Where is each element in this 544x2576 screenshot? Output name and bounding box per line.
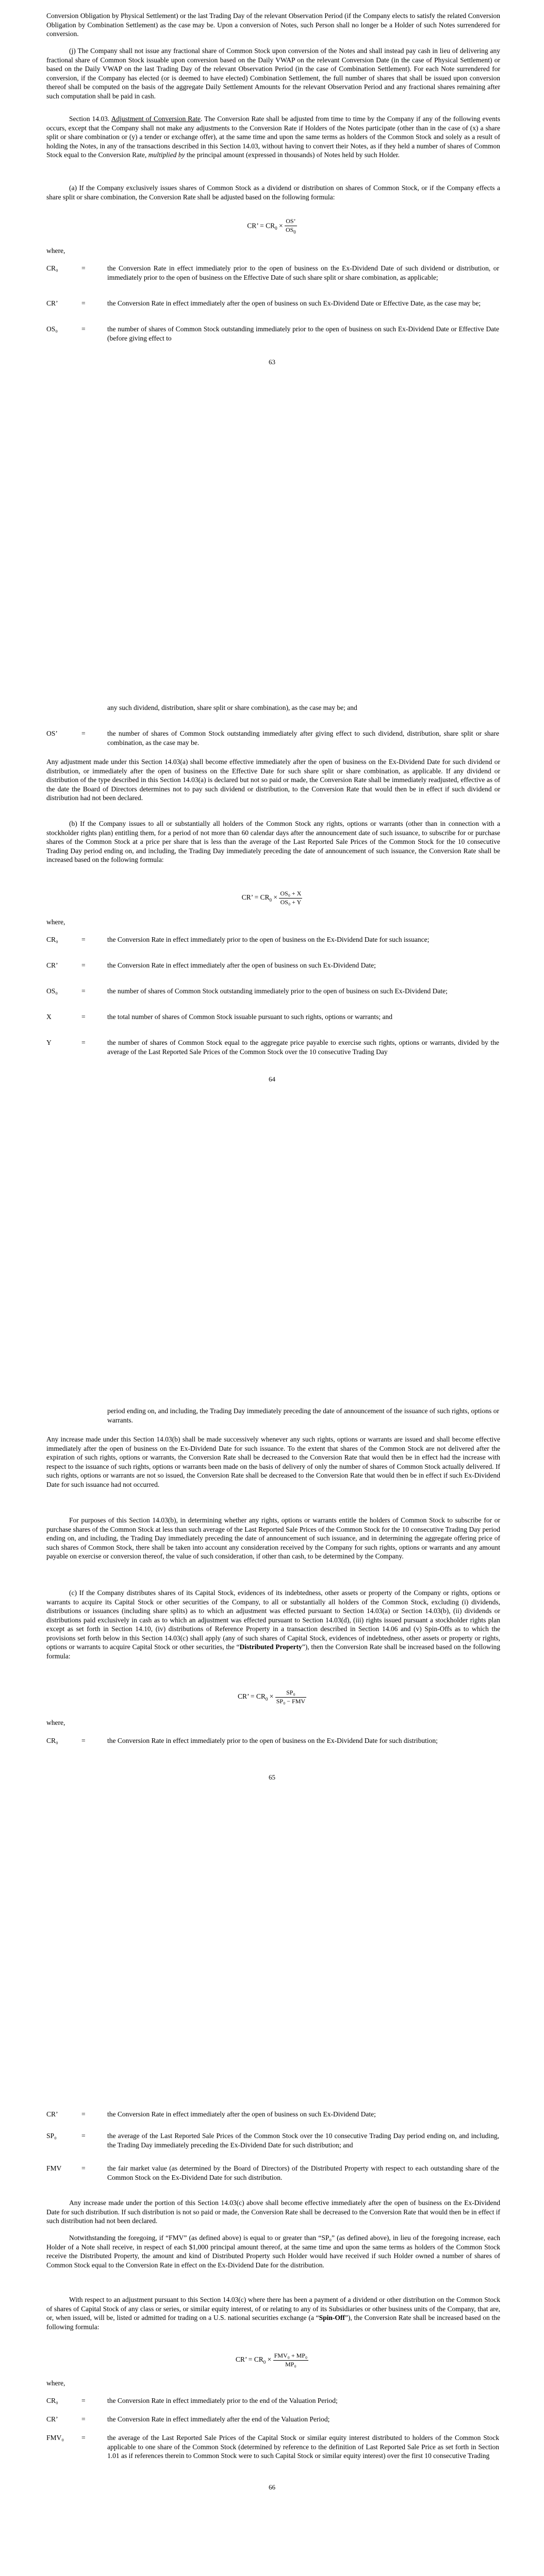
definition-symbol: CR₀ <box>46 936 58 943</box>
definition-equals: = <box>81 1013 86 1021</box>
paragraph-b: (b) If the Company issues to all or substantially all holders of the Common Stock any rights, options or warrants (other than in connection with a stockholder rights plan) entitling them, for a period of not more than 60 calendar days after the announcement date of such issuance, to subscribe for or purchase shares of the Common Stock at a price per share that is less than the average of the Last Reported Sale Prices of the Common Stock for the 10 consecutive Trading Day period ending on, and including, the Trading Day immediately preceding the date of announcement of such issuance, the Conversion Rate shall be increased based on the following formula: <box>46 820 500 864</box>
paragraph-j-fractional-shares: (j) The Company shall not issue any fractional share of Common Stock upon conversion of the Notes and shall instead pay cash in lieu of delivering any fractional share of Common Stock issuable upon conversion based on the Daily VWAP on the relevant Conversion Date (in the case of Physical Settlement) or based on the Daily VWAP on the last Trading Day of the relevant Observation Period (in the case of Combination Settlement). For each Note surrendered for conversion, if the Company has elected (or is deemed to have elected) Combination Settlement, the full number of shares that shall be issued upon conversion thereof shall be computed on the basis of the aggregate Daily Settlement Amounts for the relevant Observation Period and any fractional shares remaining after such computation shall be paid in cash. <box>46 47 500 100</box>
definition-symbol: X <box>46 1013 52 1021</box>
page-number: 64 <box>269 1075 275 1083</box>
definition-text: the Conversion Rate in effect immediately after the open of business on such Ex-Dividend Date; <box>107 2110 376 2118</box>
page-number: 66 <box>269 2483 275 2491</box>
definition-equals: = <box>81 299 86 307</box>
definition-text: the number of shares of Common Stock equal to the aggregate price payable to exercise such rights, options or warrants, divided by the average of the Last Reported Sale Prices of the Common Stock over the 10 consecutive Trading Day <box>107 1039 499 1056</box>
paragraph-increase-effective: Any increase made under the portion of this Section 14.03(c) above shall become effective immediately after the open of business on the Ex-Dividend Date for such distribution. If such distribution is not so paid or made, the Conversion Rate shall be decreased to the Conversion Rate that would then be in effect if such distribution had not been declared. <box>46 2199 500 2225</box>
page-number: 65 <box>269 1773 275 1781</box>
where-label: where, <box>46 918 65 926</box>
spin-off-term: Spin-Off <box>319 2314 345 2322</box>
definition-text: the average of the Last Reported Sale Prices of the Capital Stock or similar equity interest distributed to holders of the Common Stock applicable to one share of the Common Stock (determined by reference to the definition of Last Reported Sale Price as set forth in Section 1.01 as if references therein to Common Stock were to such Capital Stock or similar equity interest) over the first 10 consecutive Trading <box>107 2434 499 2460</box>
formula-lhs: CR’ = CR <box>235 2355 263 2364</box>
definition-symbol: OS₀ <box>46 325 58 333</box>
definition-symbol: CR₀ <box>46 264 58 272</box>
definition-equals: = <box>81 987 86 995</box>
formula-sub: 0 <box>265 1696 268 1702</box>
formula-fraction <box>275 1689 306 1705</box>
formula-numerator: OS’ <box>285 217 297 226</box>
definition-equals: = <box>81 2434 86 2442</box>
paragraph-purposes: For purposes of this Section 14.03(b), in determining whether any rights, options or warrants entitle the holders of Common Stock to subscribe for or purchase shares of the Common Stock at less than such average of the Last Reported Sale Prices of the Common Stock for the 10 consecutive Trading Day period ending on, and including, the Trading Day immediately preceding the date of announcement of such issuance, and in determining the aggregate offering price of such shares of Common Stock, there shall be taken into account any consideration received by the Company for such rights, options or warrants and any amount payable on exercise or conversion thereof, the value of such consideration, if other than cash, to be determined by the Company. <box>46 1516 500 1561</box>
definition-text: the Conversion Rate in effect immediately prior to the open of business on the Ex-Dividend Date for such issuance; <box>107 936 430 943</box>
definition-text: the number of shares of Common Stock outstanding immediately after giving effect to such dividend, distribution, share split or share combination, as the case may be. <box>107 730 499 747</box>
page-63 <box>0 0 544 703</box>
definition-text: the average of the Last Reported Sale Prices of the Common Stock over the 10 consecutive Trading Day period ending on, and including, the Trading Day immediately preceding the Ex-Dividend Date for such distribution; and <box>107 2132 499 2149</box>
section-14-03-heading <box>46 114 500 160</box>
section-body-end: the principal amount (expressed in thousands) of Notes held by such Holder. <box>185 151 400 159</box>
definition-text: the Conversion Rate in effect immediately prior to the end of the Valuation Period; <box>107 2397 338 2404</box>
formula-fraction <box>273 2352 309 2368</box>
definition-symbol: FMV <box>46 2164 62 2172</box>
definition-text: the number of shares of Common Stock outstanding immediately prior to the open of business on such Ex-Dividend Date; <box>107 987 448 995</box>
definition-text: period ending on, and including, the Trading Day immediately preceding the date of announcement of the issuance of such rights, options or warrants. <box>107 1407 499 1424</box>
formula-lhs: CR’ = CR <box>241 893 270 902</box>
definition-text: any such dividend, distribution, share split or share combination), as the case may be; and <box>107 704 357 711</box>
definition-text: the number of shares of Common Stock outstanding immediately prior to the open of business on such Ex-Dividend Date or Effective Date (before giving effect to <box>107 325 499 342</box>
where-label: where, <box>46 247 65 255</box>
formula-a: CR’ = $CR_0$ × $\frac{OS’}{OS_0}$ <box>247 217 296 234</box>
paragraph-notwithstanding: Notwithstanding the foregoing, if “FMV” (as defined above) is equal to or greater than “SP₀” (as defined above), in lieu of the foregoing increase, each Holder of a Note shall receive, in respect of each $1,000 principal amount thereof, at the same time and upon the same terms as holders of the Common Stock receive the Distributed Property, the amount and kind of Distributed Property such Holder would have received if such Holder owned a number of shares of Common Stock equal to the Conversion Rate in effect on the Ex-Dividend Date for the distribution. <box>46 2234 500 2269</box>
definition-text: the fair market value (as determined by the Board of Directors) of the Distributed Property with respect to each outstanding share of the Common Stock on the Ex-Dividend Date for such distribution. <box>107 2164 499 2181</box>
formula-numerator: FMV₀ + MP₀ <box>273 2352 309 2361</box>
paragraph-c-end: ”), then the Conversion Rate shall be increased based on the following formula: <box>46 1643 500 1660</box>
definition-equals: = <box>81 2415 86 2423</box>
section-title: Adjustment of Conversion Rate <box>111 115 201 123</box>
section-number: Section 14.03. <box>69 115 111 123</box>
definition-equals: = <box>81 2397 86 2404</box>
definition-symbol: OS₀ <box>46 987 58 995</box>
formula-fraction <box>285 217 297 235</box>
definition-text: the Conversion Rate in effect immediately after the end of the Valuation Period; <box>107 2415 330 2423</box>
formula-numerator: SP₀ <box>275 1689 306 1698</box>
definition-symbol: CR’ <box>46 961 58 969</box>
definition-symbol: Y <box>46 1039 52 1046</box>
formula-denominator: SP₀ − FMV <box>276 1697 306 1705</box>
formula-denominator: $OS_0$ <box>285 226 296 234</box>
definition-symbol: SP₀ <box>46 2132 57 2140</box>
page-66 <box>0 2110 544 2576</box>
definition-symbol: CR₀ <box>46 1737 58 1744</box>
paragraph-c <box>46 1588 500 1660</box>
formula-spin-off: CR’ = $CR_0$ × $\frac{\text{FMV₀ + MP₀}}{\text{MP₀}}$ <box>235 2352 308 2368</box>
formula-sub: 0 <box>275 226 277 231</box>
where-label: where, <box>46 1719 65 1726</box>
definition-text: the Conversion Rate in effect immediately prior to the open of business on the Ex-Dividend Date of such dividend or distribution, or immediately prior to the open of business on the Effective Date of such share split or share combination, as applicable; <box>107 264 499 281</box>
definition-equals: = <box>81 325 86 333</box>
paragraph-conversion-obligation: Conversion Obligation by Physical Settlement) or the last Trading Day of the relevant Observation Period (if the Company elects to satisfy the related Conversion Obligation by Combination Settlement) as the case may be. Upon a conversion of Notes, such Person shall no longer be a Holder of such Notes surrendered for conversion. <box>46 12 500 38</box>
paragraph-spin-off-end: ”), the Conversion Rate shall be increased based on the following formula: <box>46 2314 500 2331</box>
multiplied-by-text: multiplied by <box>148 151 185 159</box>
definition-symbol: OS’ <box>46 730 58 737</box>
page-65 <box>0 1406 544 2110</box>
formula-c: CR’ = $CR_0$ × $\frac{\text{SP₀}}{\text{SP₀ − FMV}}$ <box>237 1689 306 1705</box>
paragraph-increase-successive: Any increase made under this Section 14.03(b) shall be made successively whenever any such rights, options or warrants are issued and shall become effective immediately after the open of business on the Ex-Dividend Date for such issuance. To the extent that shares of the Common Stock are not delivered after the expiration of such rights, options or warrants, the Conversion Rate shall be decreased to the Conversion Rate that would then be in effect had the increase with respect to the issuance of such rights, options or warrants been made on the basis of delivery of only the number of shares of Common Stock actually delivered. If such rights, options or warrants are not so issued, the Conversion Rate shall be decreased to the Conversion Rate that would then be in effect if such Ex-Dividend Date for such issuance had not occurred. <box>46 1435 500 1488</box>
definition-equals: = <box>81 1737 86 1744</box>
formula-fraction <box>279 890 302 906</box>
definition-equals: = <box>81 936 86 943</box>
page-number: 63 <box>269 358 275 366</box>
definition-text: the Conversion Rate in effect immediately prior to the open of business on the Ex-Dividend Date for such distribution; <box>107 1737 438 1744</box>
definition-text: the total number of shares of Common Stock issuable pursuant to such rights, options or warrants; and <box>107 1013 393 1021</box>
paragraph-spin-off <box>46 2295 500 2331</box>
definition-text: the Conversion Rate in effect immediately after the open of business on such Ex-Dividend Date; <box>107 961 376 969</box>
paragraph-adjustment-effective: Any adjustment made under this Section 14.03(a) shall become effective immediately after the open of business on the Ex-Dividend Date for such dividend or distribution, or immediately after the open of business on the Effective Date for such share split or share combination, as applicable. If any dividend or distribution of the type described in this Section 14.03(a) is declared but not so paid or made, the Conversion Rate shall be immediately readjusted, effective as of the date the Board of Directors determines not to pay such dividend or distribution, to the Conversion Rate that would then be in effect if such dividend or distribution had not been declared. <box>46 758 500 802</box>
distributed-property-term: Distributed Property <box>239 1643 302 1651</box>
definition-equals: = <box>81 2164 86 2172</box>
definition-equals: = <box>81 730 86 737</box>
definition-symbol: CR’ <box>46 2415 58 2423</box>
formula-lhs: CR’ = CR <box>247 222 275 230</box>
definition-symbol: CR’ <box>46 2110 58 2118</box>
definition-equals: = <box>81 264 86 272</box>
definition-equals: = <box>81 2132 86 2140</box>
formula-sub: 0 <box>263 2359 266 2365</box>
formula-denominator: OS₀ + Y <box>280 898 302 906</box>
definition-symbol: CR₀ <box>46 2397 58 2404</box>
definition-symbol: CR’ <box>46 299 58 307</box>
paragraph-c-text: (c) If the Company distributes shares of its Capital Stock, evidences of its indebtedness, other assets or property of the Company or rights, options or warrants to acquire its Capital Stock or other securities of the Company, to all or substantially all holders of the Common Stock, excluding (i) dividends, distributions or issuances (including share splits) as to which an adjustment was effected pursuant to Section 14.03(a) or Section 14.03(b), (ii) dividends or distributions paid exclusively in cash as to which an adjustment was effected pursuant to Section 14.03(d), (iii) rights issued pursuant a stockholder rights plan except as set forth in Section 14.10, (iv) distributions of Reference Property in a transaction described in Section 14.06 and (v) Spin-Offs as to which the provisions set forth below in this Section 14.03(c) shall apply (any of such shares of Capital Stock, evidences of indebtedness, other assets or property or rights, options or warrants to acquire Capital Stock or other securities, the “ <box>46 1589 500 1651</box>
paragraph-a: (a) If the Company exclusively issues shares of Common Stock as a dividend or distribution on shares of Common Stock, or if the Company effects a share split or share combination, the Conversion Rate shall be adjusted based on the following formula: <box>46 184 500 201</box>
formula-numerator: OS₀ + X <box>279 890 302 899</box>
page-64 <box>0 703 544 1406</box>
where-label: where, <box>46 2379 65 2387</box>
definition-equals: = <box>81 1039 86 1046</box>
paragraph-spin-off-text: With respect to an adjustment pursuant to this Section 14.03(c) where there has been a payment of a dividend or other distribution on the Common Stock of shares of Capital Stock of any class or series, or similar equity interest, of or relating to any of its Subsidiaries or other business units of the Company, that are, or, when issued, will be, listed or admitted for trading on a U.S. national securities exchange (a “ <box>46 2296 500 2322</box>
definition-equals: = <box>81 961 86 969</box>
formula-b: CR’ = $CR_0$ × $\frac{\text{OS₀ + X}}{\text{OS₀ + Y}}$ <box>241 890 302 906</box>
formula-denominator: MP₀ <box>285 2360 296 2368</box>
definition-equals: = <box>81 2110 86 2118</box>
definition-symbol: FMV₀ <box>46 2434 64 2442</box>
definition-text: the Conversion Rate in effect immediately after the open of business on such Ex-Dividend Date or Effective Date, as the case may be; <box>107 299 481 307</box>
formula-sub: 0 <box>269 897 272 903</box>
section-body: . The Conversion Rate shall be adjusted from time to time by the Company if any of the following events occurs, except that the Company shall not make any adjustments to the Conversion Rate if Holders of the Notes participate (other than in the case of (x) a share split or share combination or (y) a tender or exchange offer), at the same time and upon the same terms as holders of the Common Stock and solely as a result of holding the Notes, in any of the transactions described in this Section 14.03, without having to convert their Notes, as if they held a number of shares of Common Stock equal to the Conversion Rate, <box>46 115 501 159</box>
formula-lhs: CR’ = CR <box>237 1692 266 1701</box>
